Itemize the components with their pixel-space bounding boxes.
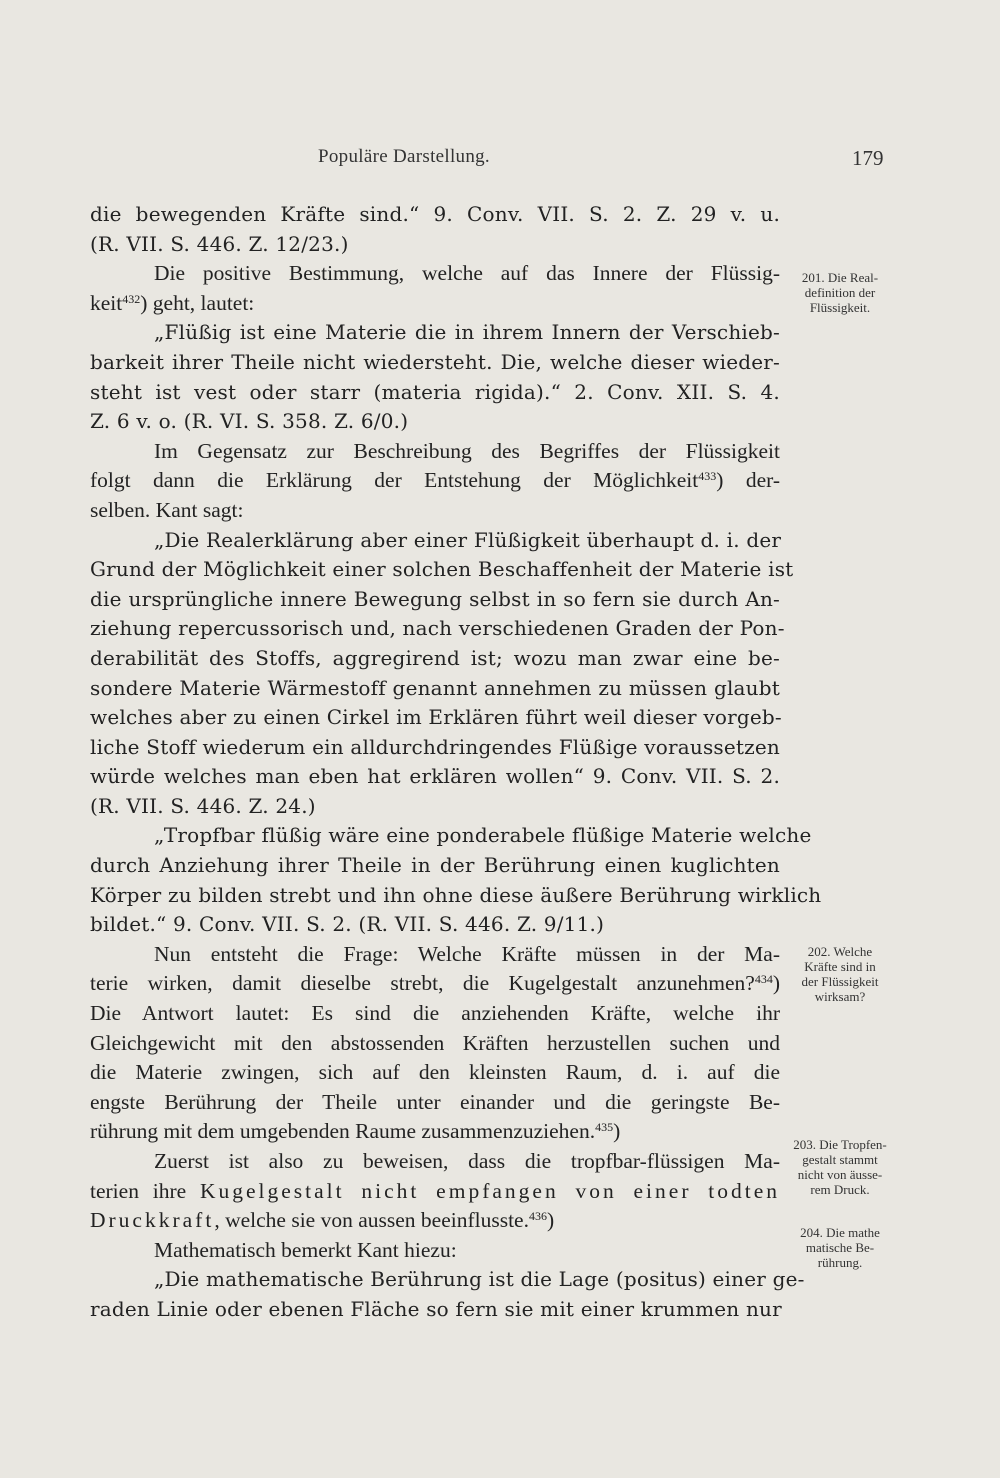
text-line: terien ihre Kugelgestalt nicht empfangen von einer todten — [90, 1178, 781, 1203]
text-line: rührung mit dem umgebenden Raume zusammenzuziehen.$^{435}$) — [90, 1119, 621, 1144]
text-line: die ursprüngliche innere Bewegung selbst in so fern sie durch An- — [90, 586, 780, 611]
text-line: raden Linie oder ebenen Fläche so fern sie mit einer krummen nur — [90, 1296, 782, 1321]
page-number: 179 — [852, 146, 884, 170]
text-line: (R. VII. S. 446. Z. 24.) — [90, 793, 316, 818]
text-line: sondere Materie Wärmestoff genannt annehmen zu müssen glaubt — [90, 675, 780, 700]
text-line: derabilität des Stoffs, aggregirend ist; wozu man zwar eine be- — [90, 645, 780, 670]
margin-note — [775, 1137, 905, 1197]
footnote-ref: 436 — [528, 1209, 547, 1224]
text-line: würde welches man eben hat erklären wollen“ 9. Conv. VII. S. 2. — [90, 764, 780, 789]
text-line: selben. Kant sagt: — [90, 497, 244, 522]
text-line: welches aber zu einen Cirkel im Erklären führt weil dieser vorgeb- — [90, 705, 782, 730]
text-line: ziehung repercussorisch und, nach verschiedenen Graden der Pon- — [90, 616, 785, 641]
text-line: barkeit ihrer Theile nicht wiedersteht. Die, welche dieser wieder- — [90, 349, 780, 374]
text-line: Körper zu bilden strebt und ihn ohne diese äußere Berührung wirklich — [90, 882, 822, 907]
text-line: durch Anziehung ihrer Theile in der Berührung einen kuglichten — [90, 853, 780, 878]
text-line: Die Antwort lautet: Es sind die anziehenden Kräfte, welche ihr — [90, 1001, 780, 1026]
footnote-ref: 435 — [595, 1120, 614, 1135]
text-line: keit$^{432}$) geht, lautet: — [90, 290, 255, 315]
text-line: Zuerst ist also zu beweisen, dass die tropfbar-flüssigen Ma- — [154, 1149, 780, 1173]
margin-note — [775, 1225, 905, 1270]
text-line: Grund der Möglichkeit einer solchen Beschaffenheit der Materie ist — [90, 557, 794, 582]
text-line: die Materie zwingen, sich auf den kleinsten Raum, d. i. auf die — [90, 1060, 780, 1085]
text-line: „Tropfbar flüßig wäre eine ponderabele flüßige Materie welche — [154, 823, 812, 848]
margin-note-text: 204. Die mathe matische Be- rührung. — [800, 1225, 880, 1270]
text-line: Im Gegensatz zur Beschreibung des Begriffes der Flüssigkeit — [154, 438, 780, 463]
text-line: „Die mathematische Berührung ist die Lage (positus) einer ge- — [154, 1267, 805, 1292]
text-line: Die positive Bestimmung, welche auf das Innere der Flüssig- — [154, 261, 780, 286]
margin-note — [775, 270, 905, 315]
text-line: Druckkraft, welche sie von aussen beeinflusste.$^{436}$) — [90, 1208, 555, 1233]
footnote-ref: 432 — [122, 291, 141, 306]
text-line: Mathematisch bemerkt Kant hiezu: — [154, 1237, 457, 1262]
margin-note-text: 203. Die Tropfen- gestalt stammt nicht von äusse- rem Druck. — [793, 1137, 887, 1197]
margin-note — [775, 944, 905, 1004]
text-line: terie wirken, damit dieselbe strebt, die Kugelgestalt anzunehmen?$^{434}$) — [90, 971, 780, 996]
footnote-ref: 434 — [754, 972, 773, 987]
text-line: „Flüßig ist eine Materie die in ihrem Innern der Verschieb- — [154, 320, 780, 345]
margin-note-text: 202. Welche Kräfte sind in der Flüssigkeit wirksam? — [801, 944, 879, 1004]
footnote-ref: 433 — [698, 469, 717, 484]
text-line: steht ist vest oder starr (materia rigida).“ 2. Conv. XII. S. 4. — [90, 379, 780, 404]
text-line: „Die Realerklärung aber einer Flüßigkeit überhaupt d. i. der — [154, 527, 782, 552]
margin-note-text: 201. Die Real- definition der Flüssigkeit. — [801, 270, 879, 315]
body-text — [90, 200, 822, 1325]
text-line: bildet.“ 9. Conv. VII. S. 2. (R. VII. S. 446. Z. 9/11.) — [90, 912, 605, 937]
text-line: die bewegenden Kräfte sind.“ 9. Conv. VII. S. 2. Z. 29 v. u. — [90, 202, 780, 226]
text-line: liche Stoff wiederum ein alldurchdringendes Flüßige voraussetzen — [90, 734, 780, 759]
text-line: Z. 6 v. o. (R. VI. S. 358. Z. 6/0.) — [90, 409, 409, 434]
text-line: folgt dann die Erklärung der Entstehung der Möglichkeit$^{433}$) der- — [90, 468, 781, 493]
text-line: (R. VII. S. 446. Z. 12/23.) — [90, 231, 349, 256]
text-line: Nun entsteht die Frage: Welche Kräfte müssen in der Ma- — [154, 941, 780, 966]
page-header — [0, 146, 1000, 176]
running-title: Populäre Darstellung. — [318, 146, 490, 167]
text-line: Gleichgewicht mit den abstossenden Kräften herzustellen suchen und — [90, 1030, 780, 1055]
text-line: engste Berührung der Theile unter einander und die geringste Be- — [90, 1089, 780, 1114]
